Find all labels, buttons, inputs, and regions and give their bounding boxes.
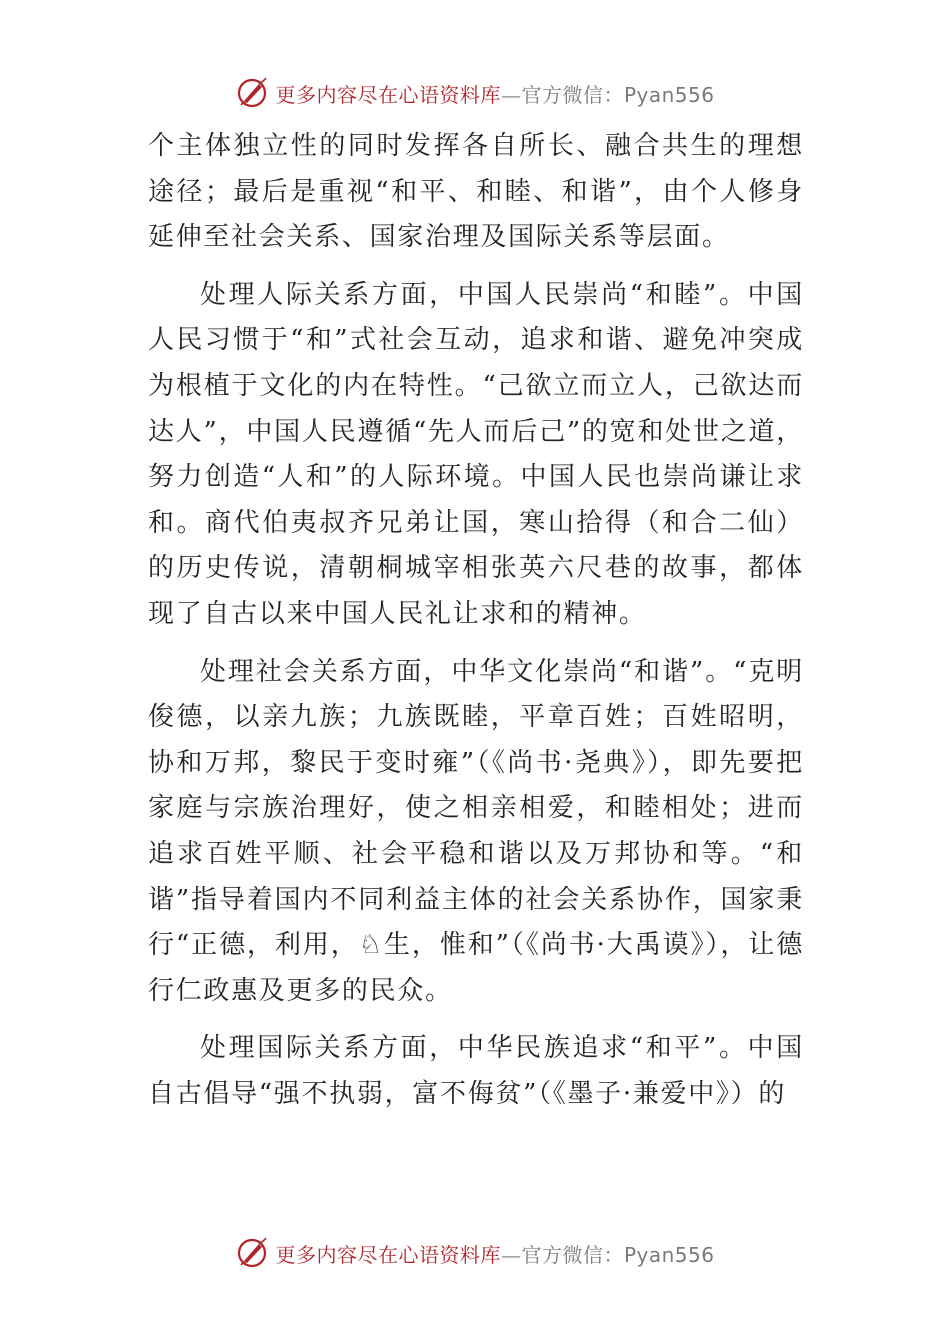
banner-separator: — xyxy=(500,1242,522,1267)
quill-pen-logo-icon xyxy=(235,76,269,110)
paragraph-continuation: 个主体独立性的同时发挥各自所长、融合共生的理想途径；最后是重视“和平、和睦、和谐”，由个人修身延伸至社会关系、国家治理及国际关系等层面。 xyxy=(148,131,804,253)
paragraph-interpersonal: 处理人际关系方面，中国人民崇尚“和睦”。中国人民习惯于“和”式社会互动，追求和谐、避免冲突成为根植于文化的内在特性。“己欲立而立人，己欲达而达人”，中国人民遵循“先人而后己”的宽和处世之道，努力创造“人和”的人际环境。中国人民也崇尚谦让求和。商代伯夷叔齐兄弟让国，寒山拾得（和合二仙）的历史传说，清朝桐城宰相张英六尺巷的故事，都体现了自古以来中国人民礼让求和的精神。 xyxy=(148,279,804,629)
paragraph-social: 处理社会关系方面，中华文化崇尚“和谐”。“克明俊德，以亲九族；九族既睦，平章百姓；百姓昭明，协和万邦，黎民于变时雍”（《尚书·尧典》），即先要把家庭与宗族治理好，使之相亲相爱，和睦相处；进而追求百姓平顺、社会平稳和谐以及万邦协和等。“和谐”指导着国内不同利益主体的社会关系协作，国家秉行“正德，利用，♘生，惟和”（《尚书·大禹谟》），让德行仁政惠及更多的民众。 xyxy=(148,656,804,1006)
quill-pen-logo-icon xyxy=(235,1236,269,1270)
banner-text xyxy=(275,1239,714,1268)
banner-wechat-text: 官方微信：Pyan556 xyxy=(521,82,715,107)
footer-watermark-banner xyxy=(0,1233,950,1273)
banner-wechat-text: 官方微信：Pyan556 xyxy=(521,1242,715,1267)
header-watermark-banner xyxy=(0,73,950,113)
paragraph-international: 处理国际关系方面，中华民族追求“和平”。中国自古倡导“强不执弱，富不侮贫”（《墨子·兼爱中》）的 xyxy=(148,1033,804,1109)
banner-lead-text: 更多内容尽在心语资料库 xyxy=(275,82,501,107)
banner-separator: — xyxy=(500,82,522,107)
banner-text xyxy=(275,79,714,108)
banner-lead-text: 更多内容尽在心语资料库 xyxy=(275,1242,501,1267)
document-body xyxy=(148,124,804,1129)
